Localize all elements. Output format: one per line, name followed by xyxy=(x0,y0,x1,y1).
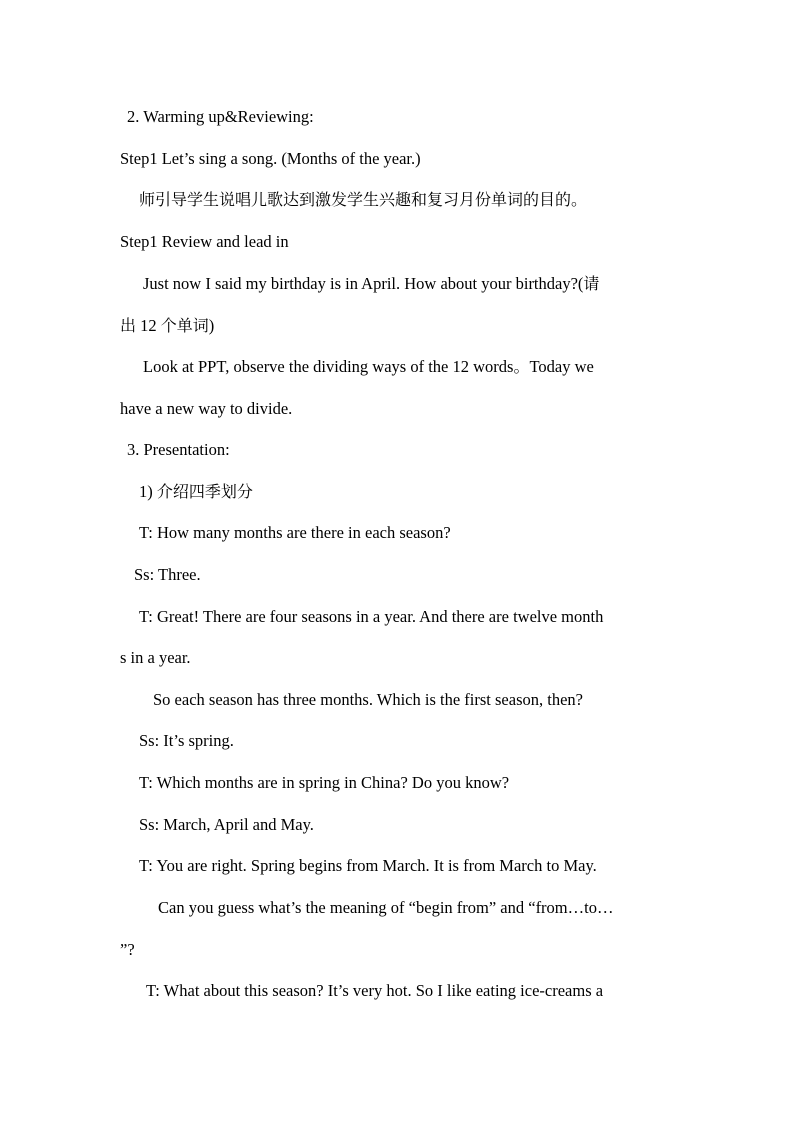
dialogue-line-continued: ”? xyxy=(120,940,135,959)
dialogue-line: So each season has three months. Which is the first season, then? xyxy=(153,690,583,709)
sub-item-seasons xyxy=(139,482,253,502)
cn-period: 。 xyxy=(513,357,530,376)
ppt-text: Look at PPT, observe the dividing ways of the 12 words xyxy=(143,357,514,376)
section-heading-warming-up: 2. Warming up&Reviewing: xyxy=(127,107,314,126)
close-paren: ) xyxy=(208,316,215,335)
today-we: Today we xyxy=(529,357,594,376)
step-sing-song: Step1 Let’s sing a song. (Months of the year.) xyxy=(120,149,421,168)
dialogue-line: T: You are right. Spring begins from March. It is from March to May. xyxy=(139,856,597,875)
dialogue-line: T: What about this season? It’s very hot. So I like eating ice-creams a xyxy=(146,981,604,1000)
dialogue-line-continued: s in a year. xyxy=(120,648,191,667)
dialogue-line: T: How many months are there in each season? xyxy=(139,523,451,542)
dialogue-line: Ss: March, April and May. xyxy=(139,815,314,834)
paragraph-birthday-line2 xyxy=(120,316,214,336)
birthday-cn-end: 请 xyxy=(583,274,600,293)
dialogue-line: Ss: Three. xyxy=(134,565,201,584)
step-review-lead-in: Step1 Review and lead in xyxy=(120,232,289,251)
dialogue-line: Can you guess what’s the meaning of “begin from” and “from…to… xyxy=(158,898,614,917)
chinese-instruction-line: 师引导学生说唱儿歌达到激发学生兴趣和复习月份单词的目的。 xyxy=(139,190,588,209)
paragraph-ppt-line1 xyxy=(143,357,594,377)
cn-words: 个单词 xyxy=(160,316,209,335)
number-12: 12 xyxy=(136,316,161,335)
section-heading-presentation: 3. Presentation: xyxy=(127,440,230,459)
cn-chu: 出 xyxy=(120,316,137,335)
birthday-text: Just now I said my birthday is in April. How about your birthday?( xyxy=(143,274,584,293)
paragraph-ppt-line2: have a new way to divide. xyxy=(120,399,293,418)
sub-item-number: 1) xyxy=(139,482,157,501)
paragraph-birthday-line1 xyxy=(143,274,599,294)
dialogue-line: T: Great! There are four seasons in a year. And there are twelve month xyxy=(139,607,604,626)
sub-item-cn-title: 介绍四季划分 xyxy=(156,482,253,501)
dialogue-line: Ss: It’s spring. xyxy=(139,731,234,750)
dialogue-line: T: Which months are in spring in China? Do you know? xyxy=(139,773,510,792)
